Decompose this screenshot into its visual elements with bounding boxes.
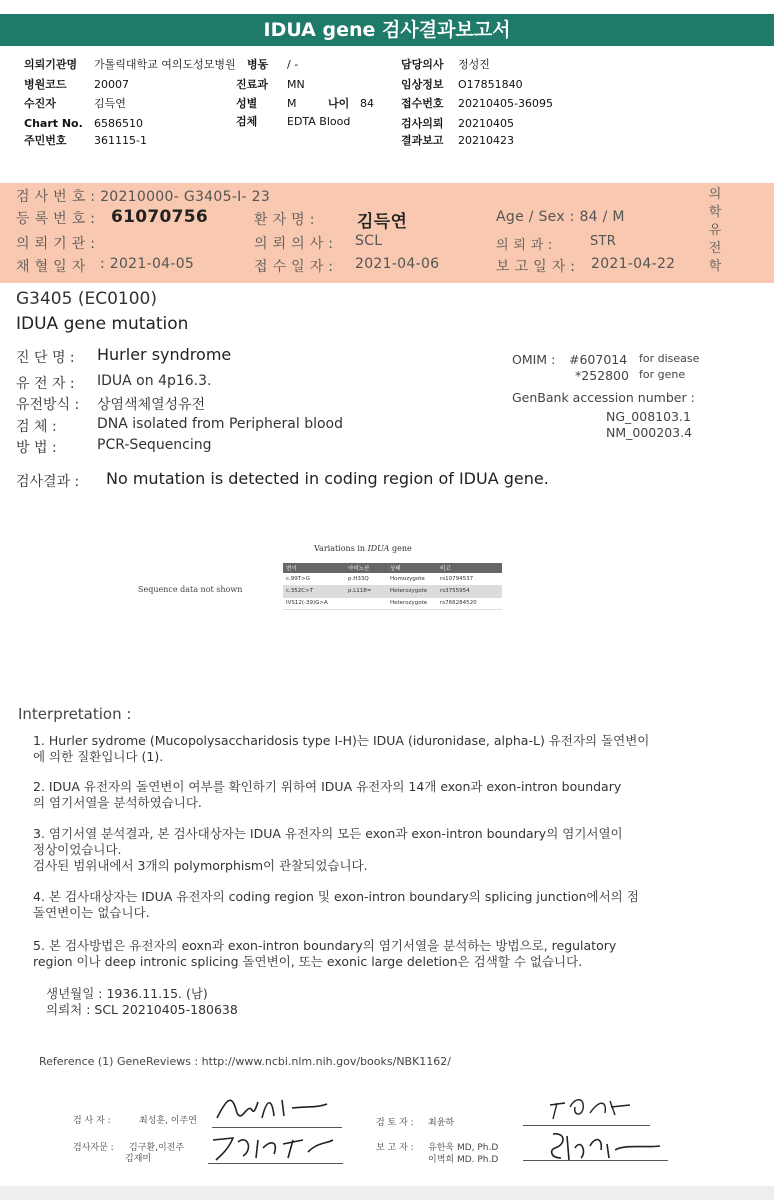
chart-label: Chart No.	[24, 117, 83, 130]
omim-gene-note: for gene	[639, 368, 686, 381]
doctor-label: 담당의사	[401, 58, 444, 71]
table-cell	[345, 597, 387, 609]
genbank-label: GenBank accession number :	[512, 390, 695, 405]
dept-vertical-char: 전	[708, 241, 722, 256]
interpretation-item-3	[33, 826, 623, 874]
genbank-nm: NM_000203.4	[606, 425, 693, 440]
variations-title-suffix: gene	[389, 544, 412, 553]
table-cell: p.L118=	[345, 585, 387, 597]
table-row	[283, 597, 502, 609]
table-cell: rs10794537	[437, 573, 502, 585]
table-cell: p.H33Q	[345, 573, 387, 585]
panel-dept-value: STR	[590, 234, 617, 249]
rrn-value: 361115-1	[94, 134, 147, 147]
panel-doctor-value: SCL	[355, 233, 383, 249]
interp-line: 4. 본 검사대상자는 IDUA 유전자의 coding region 및 exon-intron boundary의 splicing junction에서의 점	[33, 889, 639, 904]
reporter-line	[523, 1160, 668, 1161]
sequence-note: Sequence data not shown	[138, 585, 243, 594]
reviewer-value: 최윤하	[428, 1118, 455, 1128]
diag-value: Hurler syndrome	[97, 345, 232, 364]
sex-value: M	[287, 97, 297, 110]
table-row	[283, 573, 502, 585]
report-label: 결과보고	[401, 134, 444, 147]
test-name: IDUA gene mutation	[16, 314, 189, 334]
variations-title-gene: IDUA	[367, 544, 390, 553]
variations-table	[283, 563, 502, 610]
interpretation-heading: Interpretation :	[18, 705, 132, 723]
reviewer-signature-icon	[545, 1093, 635, 1125]
interp-line: 5. 본 검사방법은 유전자의 eoxn과 exon-intron boundary의 염기서열을 분석하는 방법으로, regulatory	[33, 938, 617, 953]
gene-value: IDUA on 4p16.3.	[97, 373, 212, 389]
inherit-label: 유전방식 :	[16, 397, 80, 413]
omim-disease: #607014	[569, 352, 628, 367]
omim-label: OMIM :	[512, 352, 556, 367]
reporter-label: 보 고 자 :	[376, 1143, 414, 1153]
col-variant: 변이	[283, 563, 345, 573]
report-title: IDUA gene 검사결과보고서	[0, 14, 774, 46]
omim-gene: *252800	[575, 368, 629, 383]
tester-line	[212, 1127, 342, 1128]
col-amino-acid: 아미노산	[345, 563, 387, 573]
reporter-value: 유한욱 MD, Ph.D	[428, 1143, 499, 1153]
table-cell: Heterozygote	[387, 585, 437, 597]
table-header-row	[283, 563, 502, 573]
specimen-value: EDTA Blood	[287, 115, 351, 128]
col-note: 비고	[437, 563, 502, 573]
age-sex: Age / Sex : 84 / M	[496, 209, 625, 225]
panel-report-value: 2021-04-22	[591, 256, 676, 272]
interp-line: region 이나 deep intronic splicing 돌연변이, 또는 exonic large deletion은 검색할 수 없습니다.	[33, 954, 583, 969]
receipt-value: 20210405-36095	[458, 97, 553, 110]
panel-patient-label: 환 자 명 :	[254, 212, 315, 228]
hospital-value: 가톨릭대학교 여의도성모병원	[94, 58, 236, 71]
table-cell: rs766284520	[437, 597, 502, 609]
test-number: 검 사 번 호 : 20210000- G3405-I- 23	[16, 189, 271, 205]
table-cell: IVS12(-39)G>A	[283, 597, 345, 609]
test-code: G3405 (EC0100)	[16, 289, 157, 309]
col-status: 상태	[387, 563, 437, 573]
specimen-detail-value: DNA isolated from Peripheral blood	[97, 416, 344, 432]
interp-line: 에 의한 질환입니다 (1).	[33, 749, 164, 764]
doctor-value: 정성진	[458, 58, 490, 71]
code-label: 병원코드	[24, 78, 67, 91]
table-cell: c.99T>G	[283, 573, 345, 585]
specimen-detail-label: 검 체 :	[16, 419, 57, 435]
interp-line: 돌연변이는 없습니다.	[33, 905, 150, 920]
interp-line: 2. IDUA 유전자의 돌연변이 여부를 확인하기 위하여 IDUA 유전자의 14개 exon과 exon-intron boundary	[33, 779, 622, 794]
dept-vertical-char: 유	[708, 223, 722, 238]
advisor-value-2: 김재미	[125, 1154, 152, 1164]
birth-date: 생년월일 : 1936.11.15. (남)	[46, 986, 208, 1001]
sex-label: 성별	[236, 97, 258, 110]
dept-value: MN	[287, 78, 305, 91]
inherit-value: 상염색체열성유전	[97, 397, 206, 413]
request-value: 20210405	[458, 117, 514, 130]
patient-value: 김득연	[94, 97, 126, 110]
footer-strip	[0, 1186, 774, 1200]
diag-label: 진 단 명 :	[16, 350, 75, 366]
receipt-label: 접수번호	[401, 97, 444, 110]
tester-label: 검 사 자 :	[73, 1116, 111, 1126]
clinical-value: O17851840	[458, 78, 523, 91]
dept-vertical-char: 학	[708, 259, 722, 274]
report-value: 20210423	[458, 134, 514, 147]
interpretation-item-1	[33, 733, 649, 765]
dept-label: 진료과	[236, 78, 268, 91]
age-label: 나이	[328, 97, 350, 110]
advisor-label: 검사자문 :	[73, 1143, 114, 1153]
dept-vertical-char: 의	[708, 187, 722, 202]
specimen-label: 검체	[236, 115, 258, 128]
chart-value: 6586510	[94, 117, 143, 130]
registration-value: 61070756	[111, 207, 209, 227]
genbank-ng: NG_008103.1	[606, 409, 691, 424]
method-label: 방 법 :	[16, 440, 57, 456]
interp-line: 정상이었습니다.	[33, 842, 122, 857]
clinical-label: 임상정보	[401, 78, 444, 91]
advisor-signature-icon	[208, 1130, 338, 1164]
table-cell: Homozygote	[387, 573, 437, 585]
interpretation-item-2	[33, 779, 621, 811]
hospital-label: 의뢰기관명	[24, 58, 78, 71]
request-label: 검사의뢰	[401, 117, 444, 130]
panel-doctor-label: 의 뢰 의 사 :	[254, 236, 334, 252]
dept-vertical	[708, 186, 722, 276]
advisor-value: 김구환,이진주	[129, 1143, 185, 1153]
ward-value: / -	[287, 58, 299, 71]
registration-label: 등 록 번 호 :	[16, 211, 96, 227]
reviewer-line	[523, 1125, 650, 1126]
variations-title-prefix: Variations in	[314, 544, 368, 553]
ward-label: 병동	[247, 58, 269, 71]
variations-title	[314, 544, 412, 553]
interpretation-item-5	[33, 938, 616, 970]
reviewer-label: 검 토 자 :	[376, 1118, 414, 1128]
client-info: 의뢰처 : SCL 20210405-180638	[46, 1002, 238, 1017]
table-cell: rs3755954	[437, 585, 502, 597]
panel-dept-label: 의 뢰 과 :	[496, 238, 553, 253]
tester-value: 최성훈, 이주연	[139, 1116, 197, 1126]
code-value: 20007	[94, 78, 129, 91]
tester-signature-icon	[212, 1088, 332, 1128]
table-cell: Heterozygote	[387, 597, 437, 609]
interp-line: 검사된 범위내에서 3개의 polymorphism이 관찰되었습니다.	[33, 858, 368, 873]
rrn-label: 주민번호	[24, 134, 67, 147]
reporter-signature-icon	[545, 1128, 665, 1164]
collect-value: : 2021-04-05	[100, 256, 195, 272]
table-row	[283, 585, 502, 597]
reporter-value-2: 이벽희 MD. Ph.D	[428, 1155, 499, 1165]
receive-value: 2021-04-06	[355, 256, 440, 272]
gene-label: 유 전 자 :	[16, 376, 75, 392]
collect-label: 채 혈 일 자	[16, 259, 86, 275]
interp-line: 3. 염기서열 분석결과, 본 검사대상자는 IDUA 유전자의 모든 exon과 exon-intron boundary의 염기서열이	[33, 826, 623, 841]
dept-vertical-char: 학	[708, 205, 722, 220]
advisor-line	[208, 1163, 343, 1164]
omim-disease-note: for disease	[639, 352, 700, 365]
result-label: 검사결과 :	[16, 474, 80, 490]
receive-label: 접 수 일 자 :	[254, 259, 334, 275]
patient-label: 수진자	[24, 97, 56, 110]
org-label: 의 뢰 기 관 :	[16, 236, 96, 252]
method-value: PCR-Sequencing	[97, 437, 212, 453]
panel-patient-value: 김득연	[357, 212, 408, 232]
interp-line: 1. Hurler sydrome (Mucopolysaccharidosis type I-H)는 IDUA (iduronidase, alpha-L) 유전자의 돌연변이	[33, 733, 650, 748]
interpretation-item-4	[33, 889, 639, 921]
result-value: No mutation is detected in coding region of IDUA gene.	[106, 469, 549, 488]
age-value: 84	[360, 97, 374, 110]
reference: Reference (1) GeneReviews : http://www.ncbi.nlm.nih.gov/books/NBK1162/	[39, 1055, 452, 1068]
panel-report-label: 보 고 일 자 :	[496, 259, 576, 275]
table-cell: c.352C>T	[283, 585, 345, 597]
interp-line: 의 염기서열을 분석하였습니다.	[33, 795, 202, 810]
